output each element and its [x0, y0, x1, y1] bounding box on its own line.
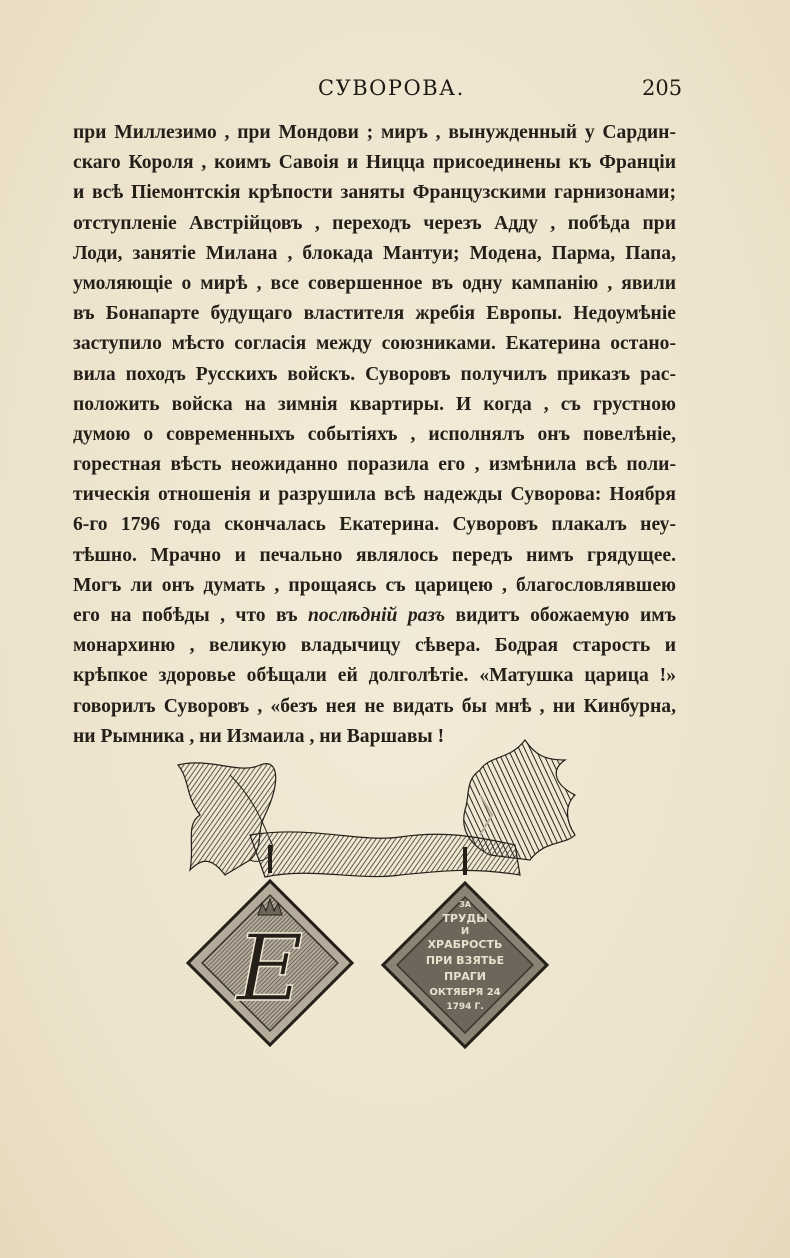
text-run: видитъ обожаемую имъ: [445, 605, 676, 626]
text-line: думою о современныхъ событіяхъ , исполнялъ онъ повелѣніе,: [73, 423, 676, 445]
inscription-line: ПРИ ВЗЯТЬЕ: [425, 954, 505, 967]
medal-reverse: [383, 847, 547, 1047]
text-line: Могъ ли онъ думать , прощаясь съ царицею , благословлявшею: [73, 574, 676, 596]
inscription-line: ХРАБРОСТЬ: [427, 938, 503, 951]
text-line: тѣшно. Мрачно и печально являлось передъ нимъ грядущее.: [73, 544, 676, 566]
inscription-line: И: [460, 926, 470, 937]
inscription-line: ТРУДЫ: [442, 912, 488, 925]
inscription-line: ОКТЯБРЯ 24: [429, 987, 501, 998]
text-line: крѣпкое здоровье обѣщали ей долголѣтіе. «Матушка царица !»: [73, 665, 676, 687]
text-line: положить войска на зимнія квартиры. И когда , съ грустною: [73, 393, 676, 415]
text-line: умоляющіе о мирѣ , все совершенное въ одну кампанію , явили: [73, 272, 676, 294]
running-head-title: СУВОРОВА.: [318, 76, 465, 100]
text-line: горестная вѣсть неожиданно поразила его , измѣнила всѣ поли-: [73, 454, 676, 476]
medal-engraving: [170, 735, 590, 1075]
text-line: говорилъ Суворовъ , «безъ нея не видать бы мнѣ , ни Кинбурна,: [73, 695, 676, 717]
text-line: 6-го 1796 года скончалась Екатерина. Суворовъ плакалъ неу-: [73, 514, 676, 536]
text-line: при Миллезимо , при Мондови ; миръ , вынужденный у Сардин-: [73, 122, 676, 143]
text-line: Лоди, занятіе Милана , блокада Мантуи; Модена, Парма, Папа,: [73, 242, 676, 264]
text-line: отступленіе Австрійцовъ , переходъ черезъ Адду , побѣда при: [73, 212, 676, 234]
text-line: монархиню , великую владычицу сѣвера. Бодрая старость и: [73, 635, 676, 657]
body-text: [73, 118, 676, 752]
italic-emphasis: послѣдній разъ: [307, 605, 446, 626]
inscription-line: 1794 Г.: [446, 1002, 484, 1012]
text-line: и всѣ Піемонтскія крѣпости заняты Французскими гарнизонами;: [73, 182, 676, 204]
inscription-line: ЗА: [459, 900, 471, 909]
text-line: заступило мѣсто согласія между союзниками. Екатерина остано-: [73, 333, 676, 355]
text-line: тическія отношенія и разрушила всѣ надежды Суворова: Ноября: [73, 484, 676, 506]
text-run: его на побѣды , что въ: [73, 605, 308, 626]
running-head: [0, 70, 790, 110]
ribbon-band: [250, 832, 520, 877]
medal-illustration: [170, 735, 590, 1075]
text-line: ни Рымника , ни Измаила , ни Варшавы !: [73, 725, 445, 747]
svg-text:E: E: [236, 915, 304, 1022]
text-line: скаго Короля , коимъ Савоія и Ницца присоединены къ Франціи: [73, 152, 676, 174]
text-line-with-italic: [73, 601, 676, 631]
text-line: въ Бонапарте будущаго властителя жребія Европы. Недоумѣніе: [73, 303, 676, 325]
text-line: вила походъ Русскихъ войскъ. Суворовъ получилъ приказъ рас-: [73, 363, 676, 385]
page-number: 205: [642, 76, 683, 100]
inscription-line: ПРАГИ: [444, 970, 486, 983]
